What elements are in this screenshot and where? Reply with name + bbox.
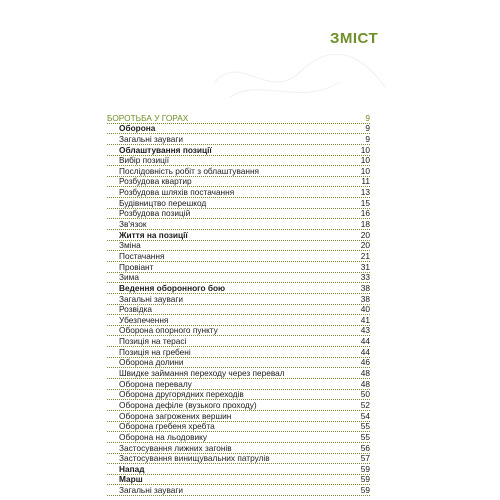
- toc-entry[interactable]: [107, 422, 370, 433]
- toc-entry[interactable]: [107, 262, 370, 273]
- toc-entry-label: Зв'язок: [119, 219, 147, 230]
- toc-entry[interactable]: [107, 134, 370, 145]
- toc-entry[interactable]: [107, 326, 370, 337]
- toc-entry[interactable]: [107, 209, 370, 220]
- toc-entry-label: Оборона загрожених вершин: [119, 410, 232, 421]
- toc-entry[interactable]: [107, 113, 370, 124]
- toc-entry-page: 40: [360, 304, 370, 315]
- toc-entry[interactable]: [107, 230, 370, 241]
- toc-entry-page: 48: [360, 378, 370, 389]
- toc-entry-page: 20: [360, 240, 370, 251]
- toc-entry-label: Застосування лижних загонів: [119, 442, 232, 453]
- toc-entry[interactable]: [107, 485, 370, 496]
- toc-entry[interactable]: [107, 315, 370, 326]
- toc-entry[interactable]: [107, 390, 370, 401]
- toc-entry-page: 50: [360, 389, 370, 400]
- toc-entry-page: 18: [360, 219, 370, 230]
- toc-entry[interactable]: [107, 443, 370, 454]
- toc-entry-label: Оборона: [119, 123, 156, 134]
- toc-entry-label: Оборона долини: [119, 357, 184, 368]
- toc-entry-page: 20: [360, 229, 370, 240]
- toc-entry-label: Загальні зауваги: [119, 485, 184, 496]
- toc-entry-page: 59: [360, 474, 370, 485]
- toc-entry[interactable]: [107, 273, 370, 284]
- toc-entry[interactable]: [107, 145, 370, 156]
- toc-entry[interactable]: [107, 336, 370, 347]
- toc-entry[interactable]: [107, 166, 370, 177]
- toc-entry[interactable]: [107, 198, 370, 209]
- toc-entry-label: Ведення оборонного бою: [119, 282, 226, 293]
- toc-entry-page: 10: [360, 165, 370, 176]
- toc-entry-label: Розбудова квартир: [119, 176, 192, 187]
- toc-entry-page: 13: [360, 187, 370, 198]
- toc-entry[interactable]: [107, 347, 370, 358]
- toc-entry[interactable]: [107, 379, 370, 390]
- toc-entry-label: Постачання: [119, 250, 165, 261]
- toc-entry-label: Убезпечення: [119, 314, 169, 325]
- toc-entry-page: 44: [360, 336, 370, 347]
- page-title: ЗМІСТ: [330, 30, 379, 47]
- toc-entry[interactable]: [107, 294, 370, 305]
- toc-entry[interactable]: [107, 454, 370, 465]
- background-scan-mark: [210, 42, 390, 112]
- toc-entry-label: Розвідка: [119, 304, 153, 315]
- toc-entry-label: Позиція на терасі: [119, 336, 187, 347]
- toc-entry[interactable]: [107, 464, 370, 475]
- toc-entry-label: Розбудова шляхів постачання: [119, 187, 235, 198]
- toc-entry-label: Зима: [119, 272, 139, 283]
- toc-entry[interactable]: [107, 124, 370, 135]
- toc-entry-label: Зміна: [119, 240, 141, 251]
- toc-entry-label: Швидке займання переходу через перевал: [119, 368, 285, 379]
- toc-entry-page: 43: [360, 325, 370, 336]
- toc-entry[interactable]: [107, 358, 370, 369]
- toc-entry-page: 9: [365, 123, 370, 134]
- toc-entry-page: 9: [365, 133, 370, 144]
- toc-entry-page: 21: [360, 250, 370, 261]
- toc-entry[interactable]: [107, 251, 370, 262]
- toc-entry-label: Життя на позиції: [119, 229, 188, 240]
- toc-entry-label: Застосування винищувальних патрулів: [119, 453, 270, 464]
- toc-entry-page: 10: [360, 144, 370, 155]
- toc-entry[interactable]: [107, 305, 370, 316]
- toc-entry-label: Оборона опорного пункту: [119, 325, 218, 336]
- toc-entry-label: Марш: [119, 474, 143, 485]
- toc-entry-page: 56: [360, 442, 370, 453]
- toc-entry-label: Облаштування позиції: [119, 144, 212, 155]
- toc-entry-label: Розбудова позицій: [119, 208, 191, 219]
- toc-entry-page: 31: [360, 261, 370, 272]
- toc-entry-page: 9: [365, 112, 370, 123]
- toc-entry-label: Загальні зауваги: [119, 133, 184, 144]
- toc-entry-page: 46: [360, 357, 370, 368]
- toc-entry-page: 16: [360, 208, 370, 219]
- toc-entry-page: 48: [360, 368, 370, 379]
- toc-entry-label: БОРОТЬБА У ГОРАХ: [107, 112, 189, 123]
- toc-entry[interactable]: [107, 283, 370, 294]
- toc-entry[interactable]: [107, 368, 370, 379]
- toc-entry-page: 54: [360, 410, 370, 421]
- toc-entry-page: 57: [360, 453, 370, 464]
- toc-entry-page: 59: [360, 463, 370, 474]
- toc-entry[interactable]: [107, 187, 370, 198]
- toc-entry-label: Оборона на льодовику: [119, 431, 208, 442]
- toc-entry-page: 11: [361, 176, 370, 187]
- toc-entry-page: 10: [360, 155, 370, 166]
- toc-entry-label: Будівництво перешкод: [119, 197, 207, 208]
- toc-entry-page: 59: [360, 485, 370, 496]
- toc-entry[interactable]: [107, 400, 370, 411]
- toc-entry-label: Оборона гребеня хребта: [119, 421, 215, 432]
- toc-entry[interactable]: [107, 411, 370, 422]
- toc-entry-page: 44: [360, 346, 370, 357]
- toc-entry-label: Послідовність робіт з облаштування: [119, 165, 260, 176]
- toc-entry-label: Оборона другорядних переходів: [119, 389, 244, 400]
- toc-entry-page: 55: [360, 421, 370, 432]
- toc-entry-label: Вибір позиції: [119, 155, 170, 166]
- toc-entry-page: 33: [360, 272, 370, 283]
- toc-entry-page: 15: [360, 197, 370, 208]
- toc-entry[interactable]: [107, 475, 370, 486]
- toc-entry[interactable]: [107, 156, 370, 167]
- toc-entry-page: 38: [360, 293, 370, 304]
- toc-entry-label: Провіант: [119, 261, 154, 272]
- toc-entry[interactable]: [107, 241, 370, 252]
- toc-entry[interactable]: [107, 432, 370, 443]
- toc-entry-label: Напад: [119, 463, 145, 474]
- toc-entry-label: Оборона дефіле (вузького проходу): [119, 399, 257, 410]
- toc-entry[interactable]: [107, 177, 370, 188]
- toc-entry-page: 55: [360, 431, 370, 442]
- toc-entry-label: Загальні зауваги: [119, 293, 184, 304]
- table-of-contents: [107, 113, 370, 496]
- toc-entry-page: 41: [360, 314, 370, 325]
- toc-entry-label: Позиція на гребені: [119, 346, 191, 357]
- toc-entry-page: 52: [360, 399, 370, 410]
- toc-entry[interactable]: [107, 219, 370, 230]
- toc-entry-page: 38: [360, 282, 370, 293]
- toc-entry-label: Оборона перевалу: [119, 378, 192, 389]
